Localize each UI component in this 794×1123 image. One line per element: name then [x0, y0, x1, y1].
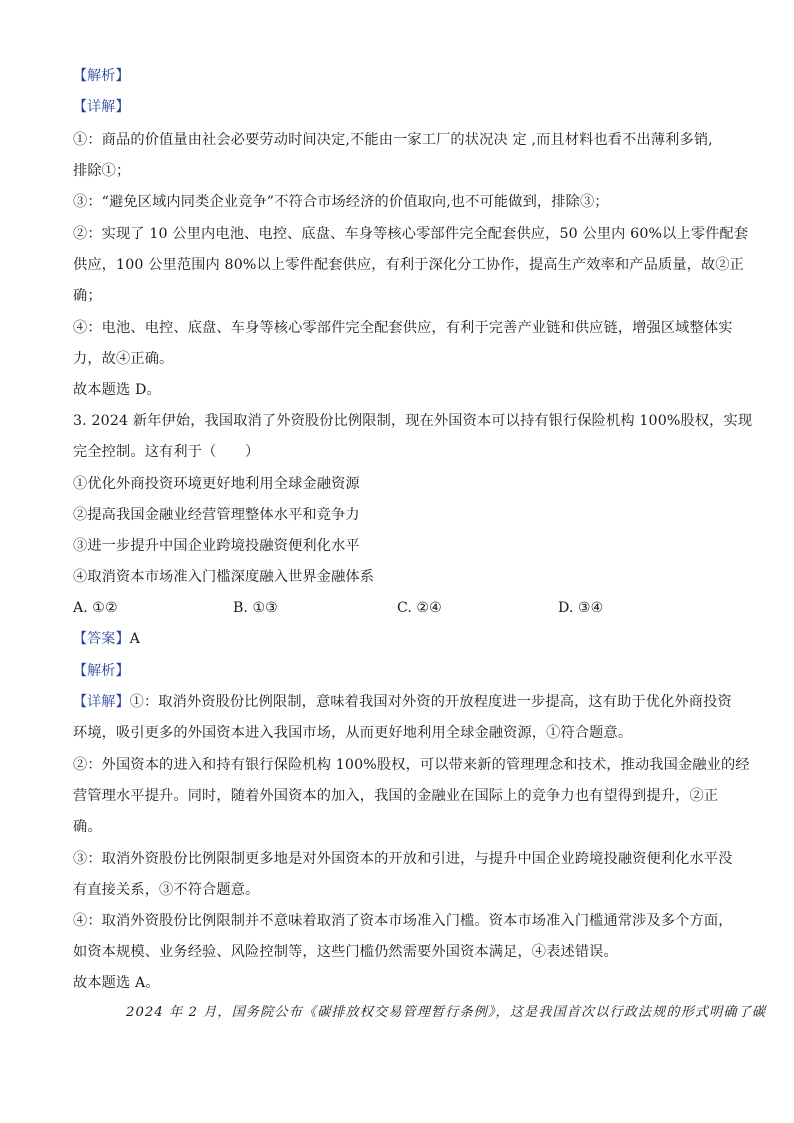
q2-detail-line-5: 供应，100 公里范围内 80%以上零件配套供应，有利于深化分工协作，提高生产效率和产品质量，故②正	[73, 257, 745, 273]
analysis-label: 【解析】	[73, 68, 130, 84]
q3-item-1: ①优化外商投资环境更好地利用全球金融资源	[73, 476, 360, 492]
q3-detail-line-5: 确。	[73, 819, 102, 835]
q2-detail-line-4: ②：实现了 10 公里内电池、电控、底盘、车身等核心零部件完全配套供应，50 公里内 60%以上零件配套	[73, 226, 749, 242]
q3-detail-line-2: 环境，吸引更多的外国资本进入我国市场，从而更好地利用全球金融资源，①符合题意。	[73, 725, 633, 741]
q3-item-3: ③进一步提升中国企业跨境投融资便利化水平	[73, 538, 360, 554]
q2-detail-line-8: 力，故④正确。	[73, 351, 174, 367]
q3-detail-text: ①：取消外资股份比例限制，意味着我国对外资的开放程度进一步提高，这有助于优化外商投资	[129, 694, 732, 710]
q3-conclusion: 故本题选 A。	[73, 975, 160, 991]
answer-label: 【答案】	[73, 631, 130, 647]
q2-detail-line-1: ①：商品的价值量由社会必要劳动时间决定,不能由一家工厂的状况决 定 ,而且材料也看不出薄利多销,	[73, 132, 713, 148]
q3-stem-line-1: 3. 2024 新年伊始，我国取消了外资股份比例限制，现在外国资本可以持有银行保险机构 100%股权，实现	[73, 413, 753, 429]
q3-detail-line-7: 有直接关系，③不符合题意。	[73, 882, 260, 898]
q3-detail-line-4: 营管理水平提升。同时，随着外国资本的加入，我国的金融业在国际上的竞争力也有望得到提升，②正	[73, 788, 719, 804]
analysis-heading-1	[73, 66, 723, 86]
q2-detail-line-2: 排除①；	[73, 163, 131, 179]
option-c: C. ②④	[397, 600, 442, 616]
q3-detail-line-6: ③：取消外资股份比例限制更多地是对外国资本的开放和引进，与提升中国企业跨境投融资便利化水平没	[73, 851, 733, 867]
answer-line	[73, 629, 723, 649]
option-d: D. ③④	[558, 600, 604, 616]
q2-detail-line-3: ③：“避免区域内同类企业竞争”不符合市场经济的价值取向,也不可能做到，排除③；	[73, 194, 609, 210]
q3-detail-line-9: 如资本规模、业务经验、风险控制等，这些门槛仍然需要外国资本满足，④表述错误。	[73, 944, 618, 960]
option-b: B. ①③	[233, 600, 278, 616]
q3-item-2: ②提高我国金融业经营管理整体水平和竞争力	[73, 507, 360, 523]
q3-detail-line-1	[73, 692, 732, 712]
next-question-line-1: 2024 年 2 月，国务院公布《碳排放权交易管理暂行条例》，这是我国首次以行政法规的形式明确了碳	[126, 1005, 767, 1020]
analysis-heading-2	[73, 661, 723, 681]
option-a: A. ①②	[73, 600, 118, 616]
detail-label: 【详解】	[73, 99, 130, 115]
q3-stem-line-2: 完全控制。这有利于（ ）	[73, 444, 260, 460]
q2-conclusion: 故本题选 D。	[73, 382, 161, 398]
answer-value: A	[129, 631, 141, 647]
q3-detail-line-8: ④：取消外资股份比例限制并不意味着取消了资本市场准入门槛。资本市场准入门槛通常涉及多个方面，	[73, 913, 733, 929]
q2-detail-line-7: ④：电池、电控、底盘、车身等核心零部件完全配套供应，有利于完善产业链和供应链，增强区域整体实	[73, 320, 733, 336]
detail-heading-1	[73, 97, 723, 117]
q2-detail-line-6: 确；	[73, 288, 102, 304]
q3-item-4: ④取消资本市场准入门槛深度融入世界金融体系	[73, 569, 375, 585]
q3-detail-line-3: ②：外国资本的进入和持有银行保险机构 100%股权，可以带来新的管理理念和技术，推动我国金融业的经	[73, 757, 750, 773]
analysis-label: 【解析】	[73, 663, 130, 679]
detail-label: 【详解】	[73, 694, 130, 710]
